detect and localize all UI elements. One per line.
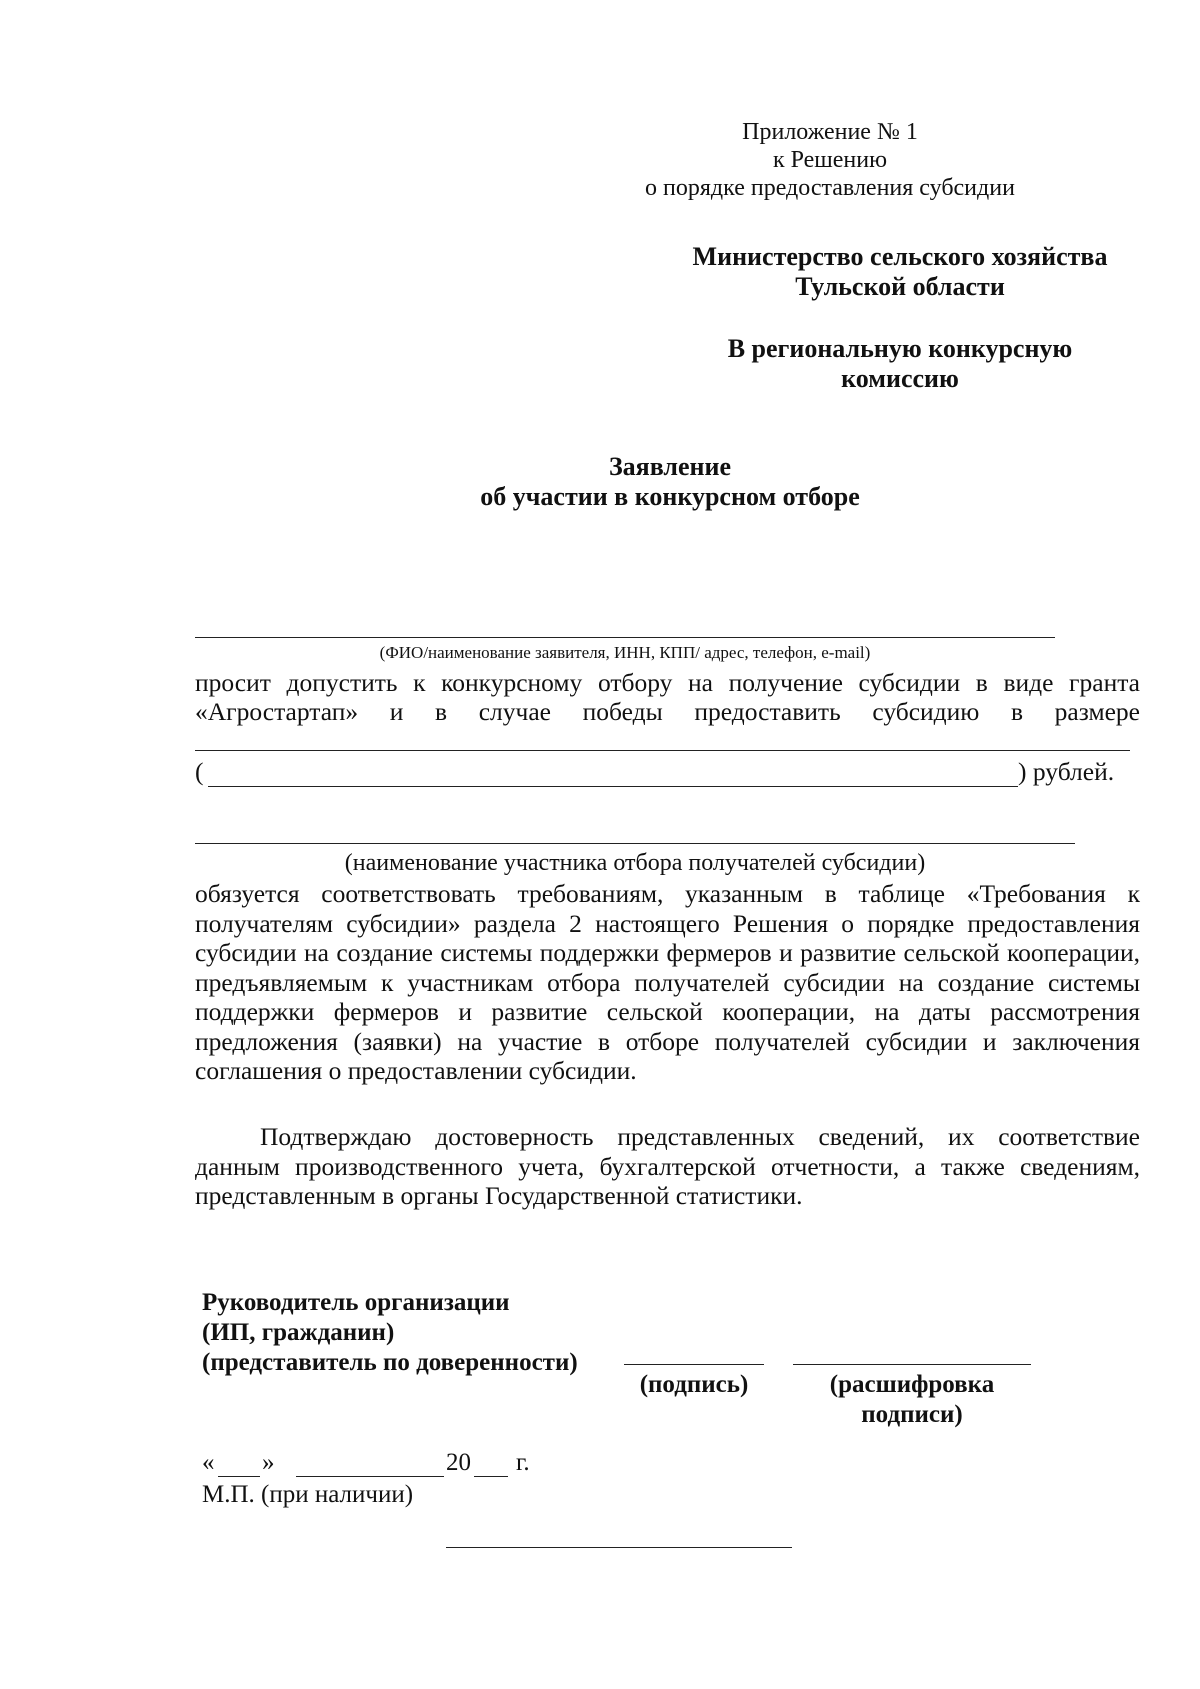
ministry-line-2: Тульской области: [795, 272, 1005, 301]
role-line-2: (ИП, гражданин): [202, 1319, 395, 1346]
signature-decode-label: [793, 1370, 1031, 1430]
ministry-block: [660, 242, 1140, 302]
date-year-suffix: г.: [516, 1449, 530, 1476]
obligation-paragraph: обязуется соответствовать требованиям, указанным в таблице «Требования к получателям субсидии» раздела 2 настоящего Решения о порядке предоставления субсидии на создание системы поддержки фермеров и развитие сельской кооперации, предъявляемым к участникам отбора получателей субсидии на создание системы поддержки фермеров и развитие сельской кооперации, на даты рассмотрения предложения (заявки) на участие в отборе получателей субсидии и заключения соглашения о предоставлении субсидии.: [195, 879, 1140, 1085]
date-year-prefix: 20: [446, 1449, 471, 1476]
appendix-to-decision: к Решению: [772, 147, 888, 173]
date-close-quote: »: [262, 1449, 275, 1476]
amount-close-label: ) рублей.: [1018, 757, 1115, 786]
request-line-1: просит допустить к конкурсному отбору на получение субсидии в виде гранта: [195, 668, 1140, 697]
appendix-block: [560, 118, 1100, 202]
role-line-3: (представитель по доверенности): [202, 1349, 578, 1376]
commission-line-2: комиссию: [841, 364, 959, 393]
signatory-role: [202, 1288, 578, 1378]
signature-line[interactable]: [624, 1364, 764, 1365]
decode-label-line-1: (расшифровка: [829, 1371, 995, 1398]
applicant-hint: (ФИО/наименование заявителя, ИНН, КПП/ адрес, телефон, e-mail): [379, 643, 871, 662]
confirmation-paragraph: Подтверждаю достоверность представленных сведений, их соответствие данным производственного учета, бухгалтерской отчетности, а также сведениям, представленным в органы Государственной статистики.: [195, 1122, 1140, 1210]
title-line-1: Заявление: [608, 452, 732, 481]
amount-figures-line[interactable]: [195, 750, 1130, 751]
amount-words-line[interactable]: [208, 786, 1018, 787]
date-day-line[interactable]: [218, 1476, 260, 1477]
decode-label-line-2: подписи): [861, 1401, 963, 1428]
role-line-1: Руководитель организации: [202, 1289, 510, 1316]
date-month-line[interactable]: [296, 1476, 444, 1477]
amount-open-paren: (: [195, 757, 204, 786]
commission-line-1: В региональную конкурсную: [727, 334, 1073, 363]
bottom-line: [446, 1547, 792, 1548]
signature-label: (подпись): [639, 1371, 749, 1398]
signature-decode-line[interactable]: [793, 1364, 1031, 1365]
stamp-label: М.П. (при наличии): [202, 1481, 414, 1508]
title-line-2: об участии в конкурсном отборе: [480, 482, 860, 511]
applicant-name-line[interactable]: [195, 637, 1055, 638]
participant-name-line[interactable]: [195, 843, 1075, 844]
ministry-line-1: Министерство сельского хозяйства: [692, 242, 1108, 271]
request-line-2: «Агростартап» и в случае победы предоставить субсидию в размере: [195, 697, 1140, 726]
document-title: [350, 452, 990, 512]
participant-hint: (наименование участника отбора получателей субсидии): [344, 850, 926, 876]
date-year-line[interactable]: [474, 1476, 508, 1477]
appendix-number: Приложение № 1: [742, 119, 918, 145]
commission-block: [690, 334, 1110, 394]
appendix-decision-subject: о порядке предоставления субсидии: [645, 175, 1015, 201]
date-open-quote: «: [202, 1449, 215, 1476]
